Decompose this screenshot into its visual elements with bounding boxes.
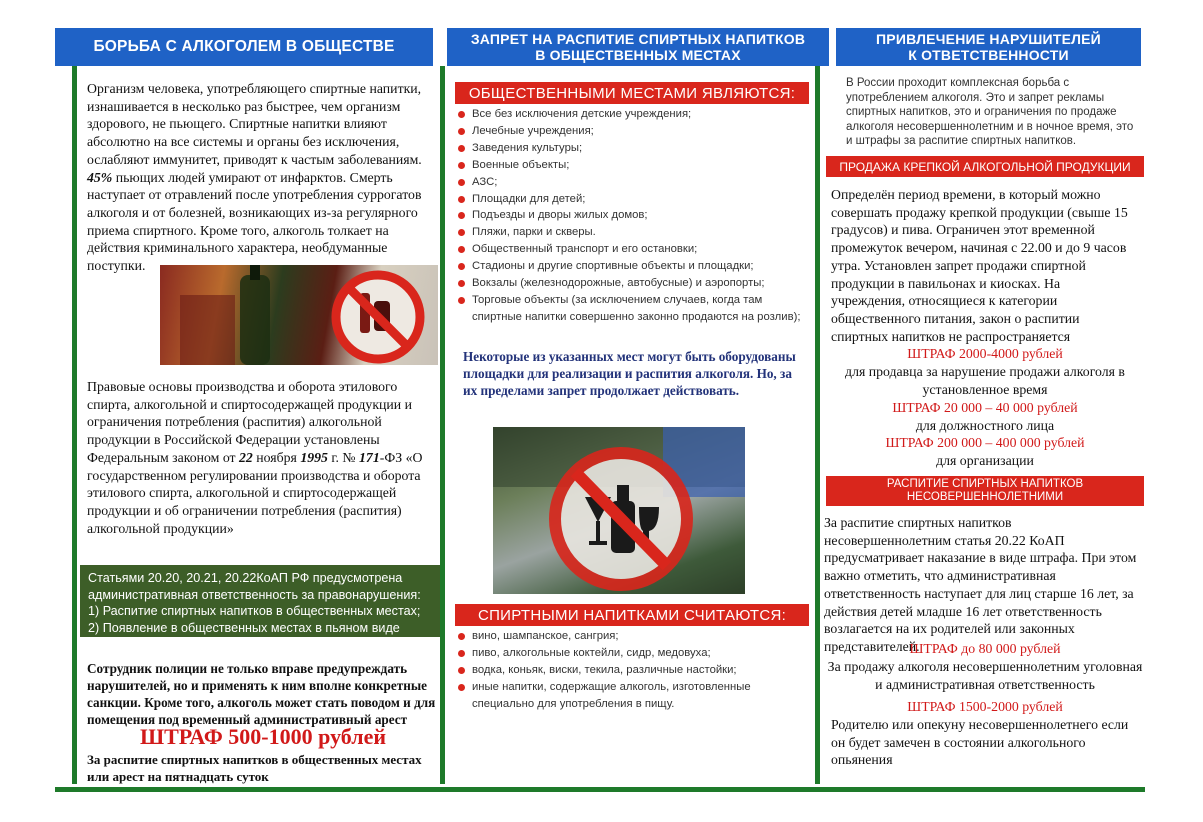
minors-section-title: РАСПИТИЕ СПИРТНЫХ НАПИТКОВ НЕСОВЕРШЕННОЛЕТНИМИ xyxy=(826,476,1144,506)
list-item: Все без исключения детские учреждения; xyxy=(455,106,810,123)
fine-organization-note: для организации xyxy=(936,453,1034,468)
alcoholic-drinks-title: СПИРТНЫМИ НАПИТКАМИ СЧИТАЮТСЯ: xyxy=(455,604,809,626)
police-sanctions: Сотрудник полиции не только вправе предупреждать нарушителей, но и применять к ним вполне конкретные санкции. Кроме того, алкоголь может стать поводом и для помещения под временный административный арест xyxy=(87,661,436,727)
sale-text: Определён период времени, в который можно совершать продажу крепкой продукции (свыше 15 градусов) и пива. Ограничен этот временной промежуток вечером, начиная с 22.00 и до 9 часов утра. Установлен запрет продажи спиртной продукции в павильонах и киосках. На учреждения, относящиеся к категории общественного питания, закон о распитии спиртных напитков не распространяется xyxy=(831,187,1128,344)
fine-organization: ШТРАФ 200 000 – 400 000 рублей xyxy=(885,435,1085,450)
bottom-border xyxy=(55,787,1145,792)
fine-sale-to-minors: ШТРАФ до 80 000 рублей xyxy=(909,641,1061,656)
list-item: водка, коньяк, виски, текила, различные настойки; xyxy=(455,662,810,679)
list-item: Подъезды и дворы жилых домов; xyxy=(455,207,810,224)
list-item: Пляжи, парки и скверы. xyxy=(455,224,810,241)
fine-public-drinking: ШТРАФ 500-1000 рублей xyxy=(139,724,387,749)
no-alcohol-sign-icon xyxy=(555,453,687,585)
fine-sale-to-minors-note: За продажу алкоголя несовершеннолетним уголовная и административная ответственность xyxy=(827,659,1143,692)
list-item: Торговые объекты (за исключением случаев, когда там спиртные напитки совершенно законно продаются на розлив); xyxy=(455,292,810,326)
list-item: иные напитки, содержащие алкоголь, изготовленные специально для употребления в пищу. xyxy=(455,679,810,713)
list-item: Площадки для детей; xyxy=(455,191,810,208)
no-alcohol-sign-icon xyxy=(336,275,420,359)
fine-parent-note: Родителю или опекуну несовершеннолетнего если он будет замечен в состоянии алкогольного опьянения xyxy=(831,717,1129,768)
minors-text: За распитие спиртных напитков несовершеннолетним статья 20.22 КоАП предусматривает наказание в виде штрафа. При этом важно отметить, что административная ответственность наступает для лиц старше 16 лет, за действия детей младше 16 лет ответственность возлагается на их родителей или законных представителей. xyxy=(824,515,1137,654)
designated-areas-note: Некоторые из указанных мест могут быть оборудованы площадки для реализации и распития алкоголя. Но, за их пределами запрет продолжает действовать. xyxy=(463,349,796,399)
public-places-title: ОБЩЕСТВЕННЫМИ МЕСТАМИ ЯВЛЯЮТСЯ: xyxy=(455,82,809,104)
list-item: вино, шампанское, сангрия; xyxy=(455,628,810,645)
column2-right-border xyxy=(815,66,820,784)
alcohol-photo xyxy=(160,265,438,365)
health-intro: Организм человека, употребляющего спиртные напитки, изнашивается в несколько раз быстрее, чем организм здорового, не пьющего. Спиртные напитки влияют абсолютно на все системы и органы без исключения, ослабляют иммунитет, приводят к частым заболеваниям. 45% пьющих людей умирают от инфарктов. Смерть наступает от отравлений после употребления суррогатов алкоголя и от болезней, возникающих из-за регулярного приема спиртного. Кроме того, алкоголь толкает на действия криминального характера, необдуманные поступки. xyxy=(87,81,422,274)
fine-official: ШТРАФ 20 000 – 40 000 рублей xyxy=(892,400,1078,415)
fine-parent: ШТРАФ 1500-2000 рублей xyxy=(907,699,1063,714)
list-item: Общественный транспорт и его остановки; xyxy=(455,241,810,258)
column1-right-border xyxy=(440,66,445,784)
public-places-list xyxy=(455,106,810,326)
list-item: АЗС; xyxy=(455,174,810,191)
fine-seller: ШТРАФ 2000-4000 рублей xyxy=(907,346,1063,361)
fine-official-note: для должностного лица xyxy=(915,418,1055,433)
column1-header: БОРЬБА С АЛКОГОЛЕМ В ОБЩЕСТВЕ xyxy=(55,28,433,66)
list-item: пиво, алкогольные коктейли, сидр, медовуха; xyxy=(455,645,810,662)
fine-seller-note: для продавца за нарушение продажи алкоголя в установленное время xyxy=(845,364,1125,397)
list-item: Вокзалы (железнодорожные, автобусные) и аэропорты; xyxy=(455,275,810,292)
fine-note: За распитие спиртных напитков в общественных местах или арест на пятнадцать суток xyxy=(87,752,422,784)
list-item: Стадионы и другие спортивные объекты и площадки; xyxy=(455,258,810,275)
no-drinking-photo xyxy=(493,427,745,594)
column1-left-border xyxy=(72,66,77,784)
sale-section-title: ПРОДАЖА КРЕПКОЙ АЛКОГОЛЬНОЙ ПРОДУКЦИИ xyxy=(826,156,1144,177)
list-item: Военные объекты; xyxy=(455,157,810,174)
fight-intro: В России проходит комплексная борьба с употреблением алкоголя. Это и запрет рекламы спиртных напитков, это и ограничения по продаже алкоголя несовершеннолетним и в ночное время, это и штрафы за распитие спиртных напитков. xyxy=(846,77,1134,148)
list-item: Заведения культуры; xyxy=(455,140,810,157)
articles-box: Статьями 20.20, 20.21, 20.22КоАП РФ предусмотрена административная ответственность за правонарушения: 1) Распитие спиртных напитков в общественных местах; 2) Появление в общественных местах в пьяном виде xyxy=(80,565,440,637)
alcoholic-drinks-list xyxy=(455,628,810,713)
list-item: Лечебные учреждения; xyxy=(455,123,810,140)
column2-header: ЗАПРЕТ НА РАСПИТИЕ СПИРТНЫХ НАПИТКОВ В ОБЩЕСТВЕННЫХ МЕСТАХ xyxy=(447,28,829,66)
column3-header: ПРИВЛЕЧЕНИЕ НАРУШИТЕЛЕЙ К ОТВЕТСТВЕННОСТИ xyxy=(836,28,1141,66)
legal-basis: Правовые основы производства и оборота этилового спирта, алкогольной и спиртосодержащей продукции и ограничения потребления (распития) алкогольной продукции в Российской Федерации установлены Федеральным законом от 22 ноября 1995 г. № 171-ФЗ «О государственном регулировании производства и оборота этилового спирта, алкогольной и спиртосодержащей продукции и об ограничении потребления (распития) алкогольной продукции» xyxy=(87,379,423,536)
